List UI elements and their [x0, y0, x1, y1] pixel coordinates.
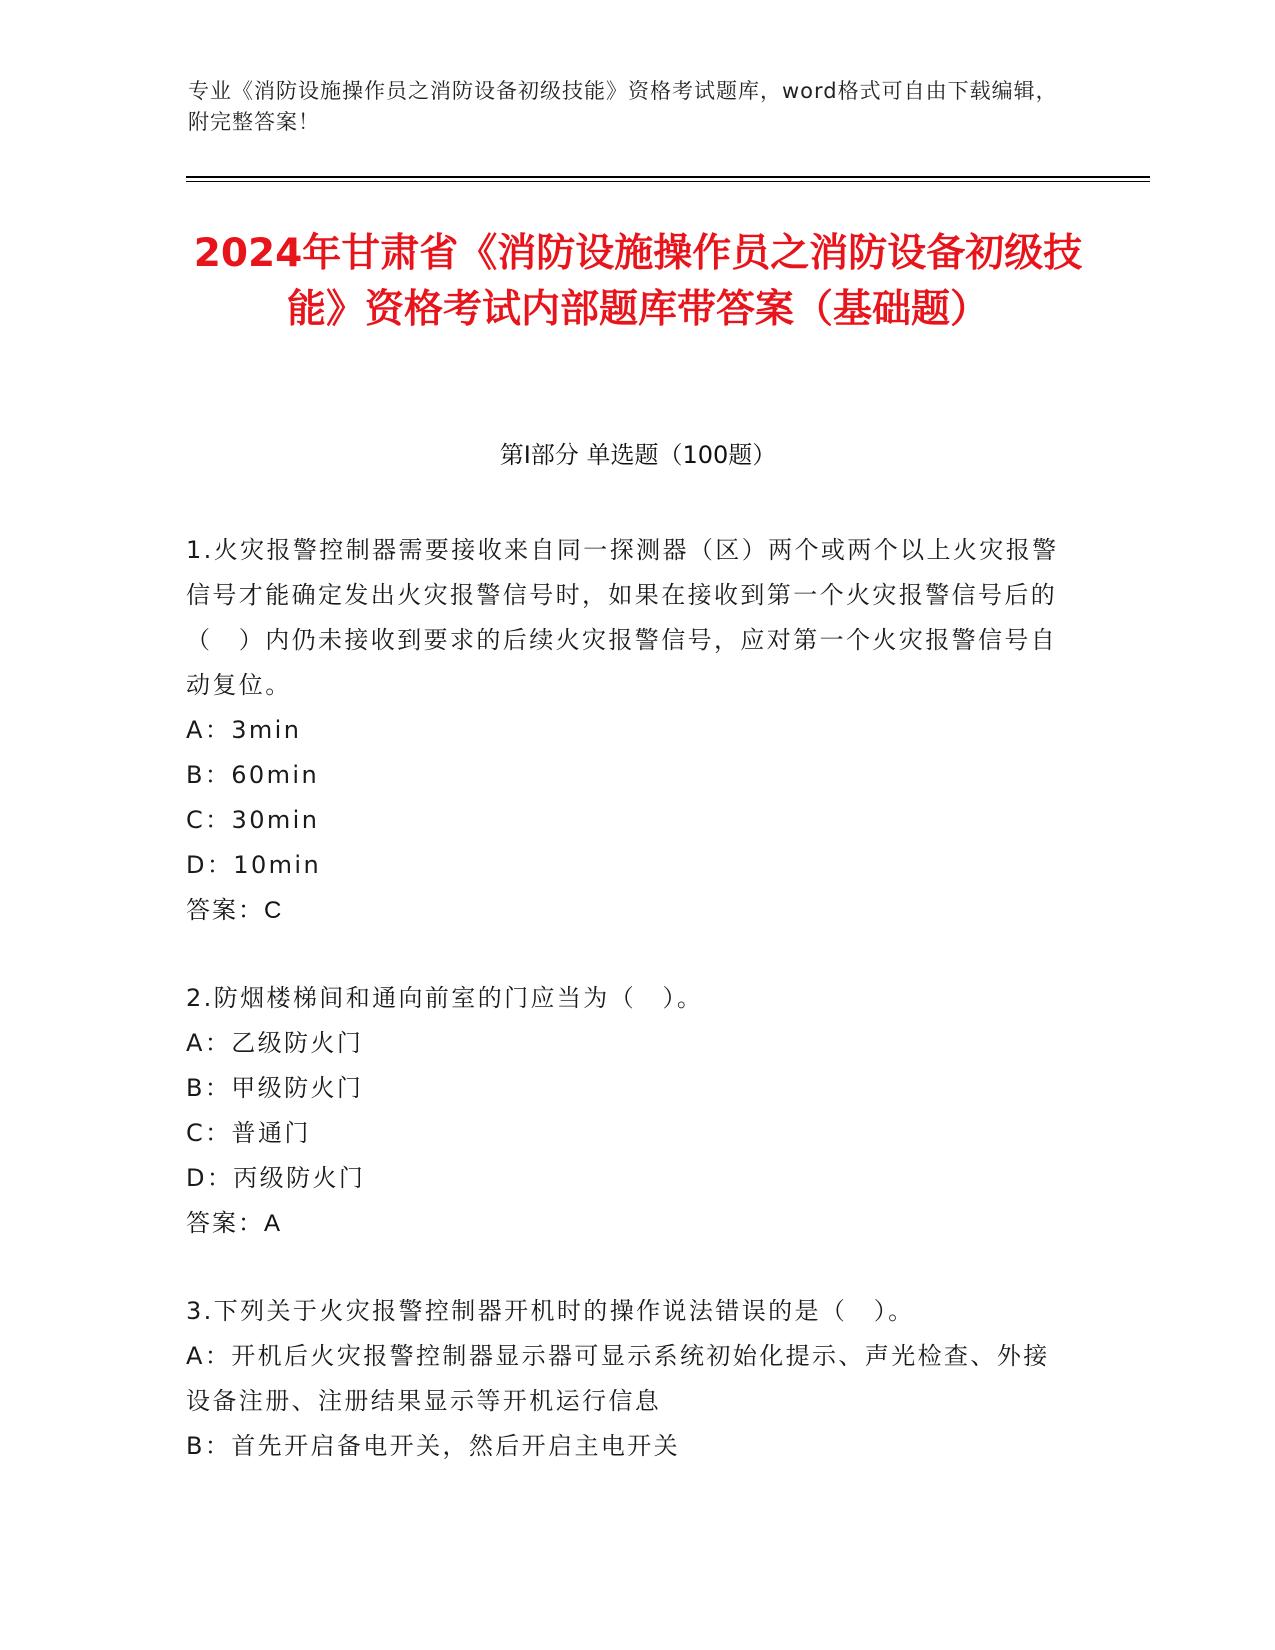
document-title: 2024年甘肃省《消防设施操作员之消防设备初级技能》资格考试内部题库带答案（基础题）	[193, 231, 1083, 332]
option-c: C：普通门	[186, 1119, 311, 1147]
option-b: B：首先开启备电开关，然后开启主电开关	[186, 1432, 681, 1460]
option-a: A：开机后火灾报警控制器显示器可显示系统初始化提示、声光检查、外接设备注册、注册结果显示等开机运行信息	[186, 1342, 1050, 1415]
header-rule-thin	[186, 181, 1150, 182]
answer-label: 答案：	[186, 897, 264, 924]
option-b: B：甲级防火门	[186, 1074, 364, 1102]
question-2	[186, 976, 1071, 1246]
option-b: B：60min	[186, 761, 320, 789]
question-list	[186, 528, 1071, 1512]
header-rule-thick	[186, 176, 1150, 178]
option-d: D：丙级防火门	[186, 1164, 366, 1192]
question-3	[186, 1289, 1071, 1469]
section-heading: 第I部分 单选题（100题）	[499, 441, 777, 469]
question-text: 3.下列关于火灾报警控制器开机时的操作说法错误的是（ ）。	[186, 1297, 915, 1325]
answer-line	[186, 888, 1071, 933]
question-1	[186, 528, 1071, 933]
option-a: A：3min	[186, 716, 302, 744]
answer-value: A	[264, 1210, 281, 1237]
option-c: C：30min	[186, 806, 320, 834]
option-a: A：乙级防火门	[186, 1029, 364, 1057]
option-d: D：10min	[186, 851, 322, 879]
answer-label: 答案：	[186, 1210, 264, 1237]
header-note: 专业《消防设施操作员之消防设备初级技能》资格考试题库，word格式可自由下载编辑，附完整答案！	[188, 79, 1058, 134]
answer-line	[186, 1201, 1071, 1246]
question-text: 2.防烟楼梯间和通向前室的门应当为（ ）。	[186, 984, 704, 1012]
answer-value: C	[264, 897, 282, 924]
question-text: 1.火灾报警控制器需要接收来自同一探测器（区）两个或两个以上火灾报警信号才能确定发出火灾报警信号时，如果在接收到第一个火灾报警信号后的（ ）内仍未接收到要求的后续火灾报警信号，应对第一个火灾报警信号自动复位。	[186, 536, 1059, 699]
